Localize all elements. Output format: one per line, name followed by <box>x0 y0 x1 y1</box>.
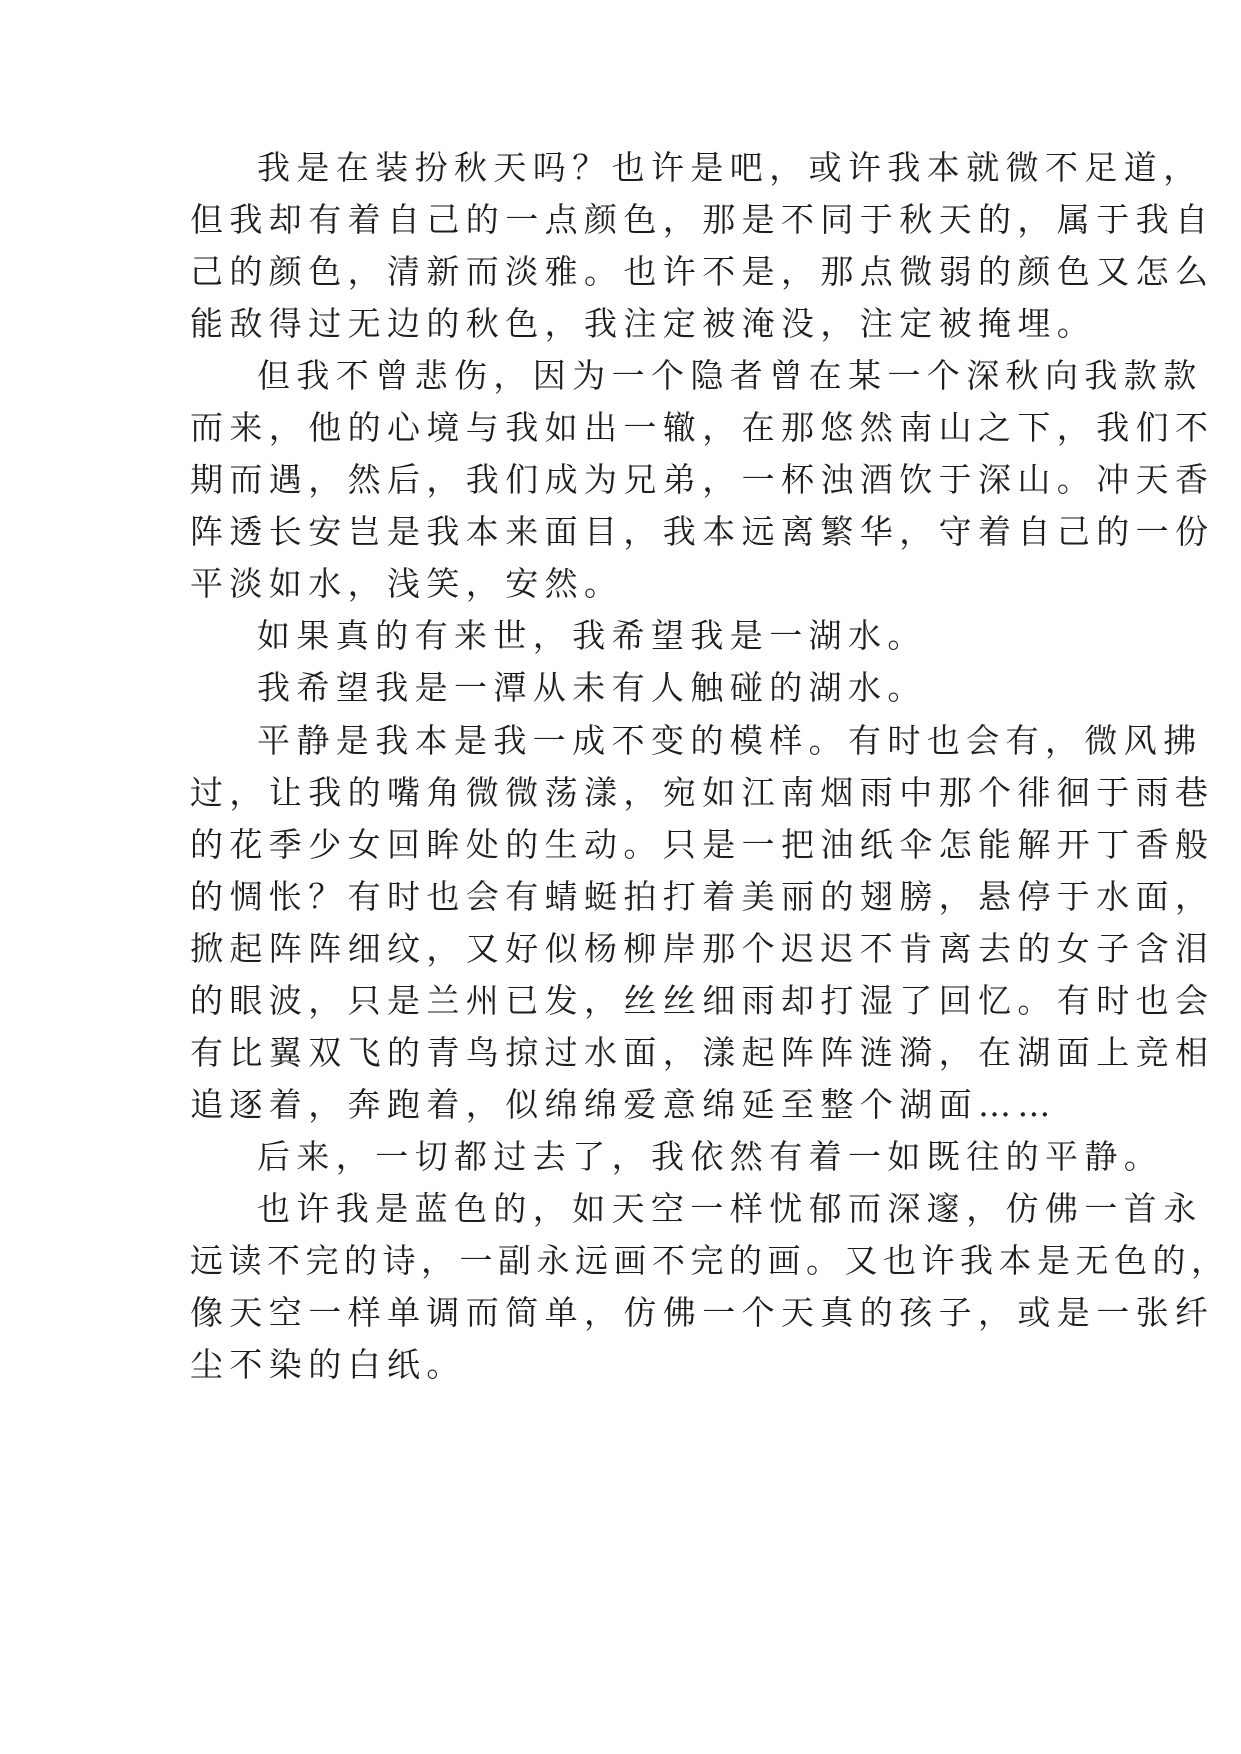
paragraph-2-line-5: 平淡如水，浅笑，安然。 <box>190 564 624 603</box>
paragraph-5-line-7: 有比翼双飞的青鸟掠过水面，漾起阵阵涟漪，在湖面上竞相 <box>190 1033 1215 1072</box>
paragraph-1-line-4: 能敌得过无边的秋色，我注定被淹没，注定被掩埋。 <box>190 304 1097 343</box>
paragraph-4-line-1: 我希望我是一潭从未有人触碰的湖水。 <box>257 668 927 707</box>
paragraph-7-line-1: 也许我是蓝色的，如天空一样忧郁而深邃，仿佛一首永 <box>257 1189 1203 1228</box>
paragraph-7-line-2: 远读不完的诗，一副永远画不完的画。又也许我本是无色的， <box>190 1241 1230 1280</box>
paragraph-2-line-2: 而来，他的心境与我如出一辙，在那悠然南山之下，我们不 <box>190 408 1215 447</box>
paragraph-5-line-3: 的花季少女回眸处的生动。只是一把油纸伞怎能解开丁香般 <box>190 825 1215 864</box>
paragraph-5-line-4: 的惆怅？有时也会有蜻蜓拍打着美丽的翅膀，悬停于水面， <box>190 877 1215 916</box>
paragraph-1-line-1: 我是在装扮秋天吗？也许是吧，或许我本就微不足道， <box>257 148 1203 187</box>
paragraph-5-line-1: 平静是我本是我一成不变的模样。有时也会有，微风拂 <box>257 721 1203 760</box>
paragraph-2-line-4: 阵透长安岂是我本来面目，我本远离繁华，守着自己的一份 <box>190 512 1215 551</box>
paragraph-6-line-1: 后来，一切都过去了，我依然有着一如既往的平静。 <box>257 1137 1164 1176</box>
paragraph-2-line-1: 但我不曾悲伤，因为一个隐者曾在某一个深秋向我款款 <box>257 356 1203 395</box>
paragraph-5-line-2: 过，让我的嘴角微微荡漾，宛如江南烟雨中那个徘徊于雨巷 <box>190 773 1215 812</box>
paragraph-5-line-5: 掀起阵阵细纹，又好似杨柳岸那个迟迟不肯离去的女子含泪 <box>190 929 1215 968</box>
paragraph-5-line-6: 的眼波，只是兰州已发，丝丝细雨却打湿了回忆。有时也会 <box>190 981 1215 1020</box>
paragraph-5-line-8: 追逐着，奔跑着，似绵绵爱意绵延至整个湖面…… <box>190 1085 1057 1124</box>
paragraph-7-line-3: 像天空一样单调而简单，仿佛一个天真的孩子，或是一张纤 <box>190 1293 1215 1332</box>
paragraph-1-line-2: 但我却有着自己的一点颜色，那是不同于秋天的，属于我自 <box>190 200 1215 239</box>
paragraph-2-line-3: 期而遇，然后，我们成为兄弟，一杯浊酒饮于深山。冲天香 <box>190 460 1215 499</box>
paragraph-7-line-4: 尘不染的白纸。 <box>190 1345 466 1384</box>
paragraph-1-line-3: 己的颜色，清新而淡雅。也许不是，那点微弱的颜色又怎么 <box>190 252 1215 291</box>
paragraph-3-line-1: 如果真的有来世，我希望我是一湖水。 <box>257 616 927 655</box>
